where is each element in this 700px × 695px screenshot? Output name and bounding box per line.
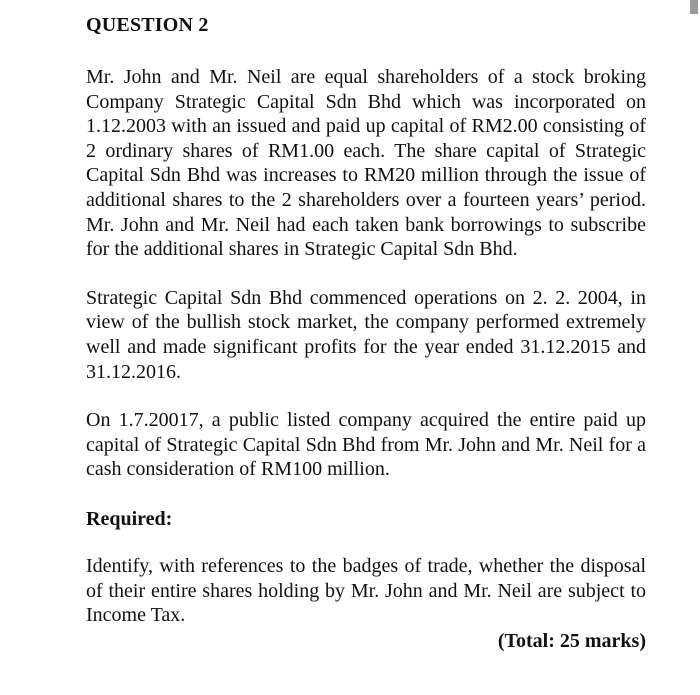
total-marks: (Total: 25 marks) bbox=[497, 629, 646, 652]
required-text: Identify, with references to the badges of trade, whether the disposal of their entire shares holding by Mr. John and Mr. Neil are subject to Income Tax. bbox=[86, 554, 646, 627]
paragraph-acquisition: On 1.7.20017, a public listed company acquired the entire paid up capital of Strategic Capital Sdn Bhd from Mr. John and Mr. Neil for a cash consideration of RM100 million. bbox=[86, 409, 646, 481]
paragraph-background: Mr. John and Mr. Neil are equal shareholders of a stock broking Company Strategic Capital Sdn Bhd which was incorporated on 1.12.2003 with an issued and paid up capital of RM2.00 consisting of 2 ordinary shares of RM1.00 each. The share capital of Strategic Capital Sdn Bhd was increases to RM20 million through the issue of additional shares to the 2 shareholders over a fourteen years’ period. Mr. John and Mr. Neil had each taken bank borrowings to subscribe for the additional shares in Strategic Capital Sdn Bhd. bbox=[86, 66, 646, 261]
paragraph-operations: Strategic Capital Sdn Bhd commenced operations on 2. 2. 2004, in view of the bullish stock market, the company performed extremely well and made significant profits for the year ended 31.12.2015 and 31.12.2016. bbox=[86, 286, 646, 383]
question-heading: QUESTION 2 bbox=[86, 14, 209, 36]
page-edge-mark bbox=[690, 0, 698, 14]
question-document bbox=[86, 12, 646, 654]
required-label: Required: bbox=[86, 507, 173, 530]
